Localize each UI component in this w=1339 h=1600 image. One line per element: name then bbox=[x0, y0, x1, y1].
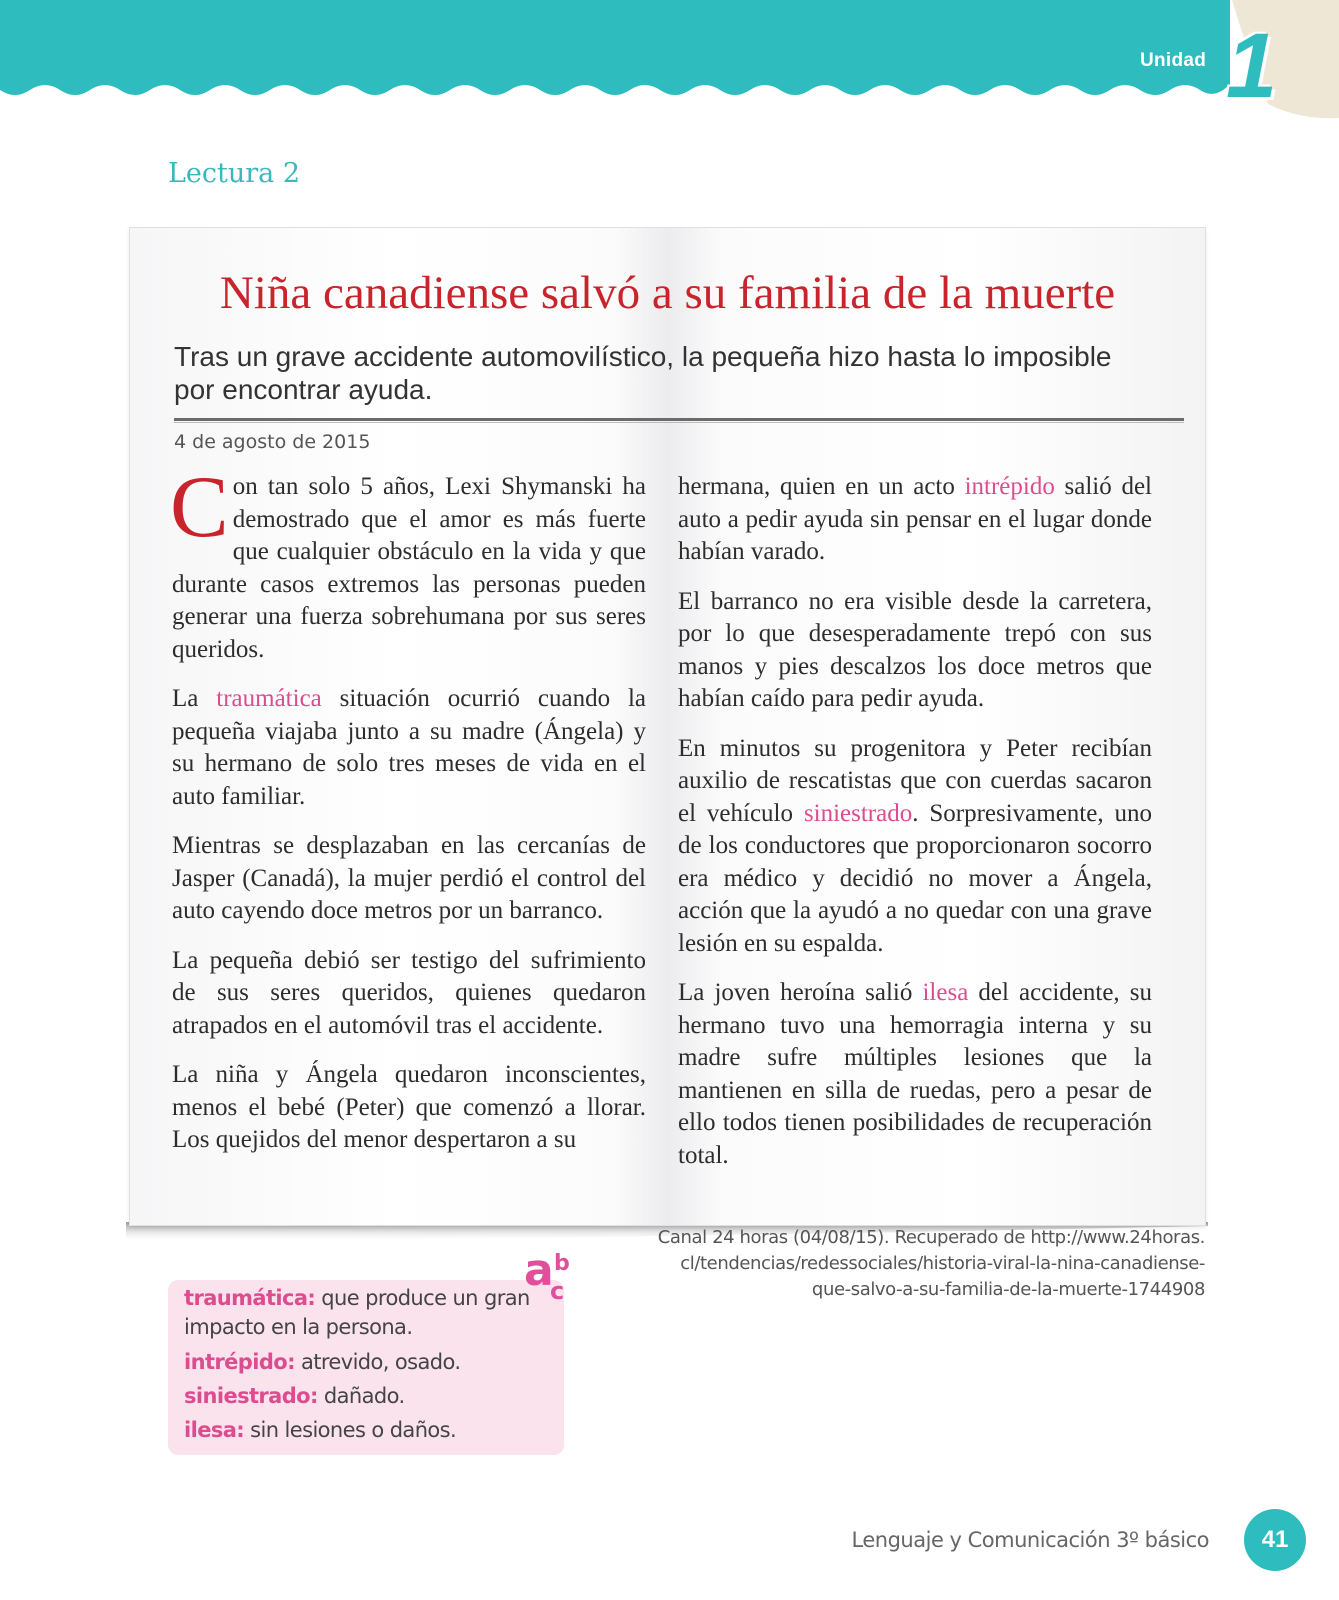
paragraph-text: salió del auto a pedir ayuda sin pensar en el lugar donde habían varado. bbox=[678, 473, 1152, 565]
article-card bbox=[129, 227, 1206, 1226]
article-paragraph bbox=[170, 459, 646, 666]
headline-divider bbox=[174, 418, 1184, 421]
article-date: 4 de agosto de 2015 bbox=[174, 431, 371, 453]
paragraph-text: on tan solo 5 años, Lexi Shymanski ha demostrado que el amor es más fuerte que cualquier obstáculo en la vida y que durante casos extremos las personas pueden generar una fuerza sobrehumana por sus seres queridos. bbox=[172, 473, 646, 663]
article-paragraph: Mientras se desplazaban en las cercanías de Jasper (Canadá), la mujer perdió el control del auto cayendo doce metros por un barranco. bbox=[172, 832, 646, 924]
article-paragraph bbox=[678, 977, 1152, 1172]
source-line: que-salvo-a-su-familia-de-la-muerte-1744908 bbox=[811, 1279, 1205, 1300]
footer-subject: Lenguaje y Comunicación 3º básico bbox=[851, 1528, 1209, 1552]
glossary-entry bbox=[184, 1382, 405, 1411]
article-subhead: Tras un grave accidente automovilístico, la pequeña hizo hasta lo imposible por encontrar ayuda. bbox=[174, 341, 1112, 405]
glossary-definition: dañado. bbox=[317, 1384, 405, 1408]
glossary-word-intrepido: intrépido bbox=[964, 473, 1055, 500]
glossary-word-traumatica: traumática bbox=[216, 685, 322, 712]
section-label: Lectura 2 bbox=[168, 158, 301, 189]
glossary-term: intrépido: bbox=[184, 1350, 295, 1374]
glossary-term: siniestrado: bbox=[184, 1384, 318, 1408]
paragraph-text: hermana, quien en un acto bbox=[678, 473, 965, 500]
unit-label: Unidad bbox=[1140, 50, 1207, 71]
paragraph-text: La joven heroína salió bbox=[678, 979, 923, 1006]
paragraph-text: En minutos su progenitora y Peter recibían auxilio de rescatistas que con cuerdas sacaron el vehículo bbox=[678, 734, 1152, 827]
unit-number: 1 bbox=[1226, 15, 1278, 117]
source-line: Canal 24 horas (04/08/15). Recuperado de http://www.24horas. bbox=[657, 1227, 1205, 1248]
glossary-entry bbox=[184, 1284, 530, 1342]
glossary-entry bbox=[184, 1416, 456, 1445]
headline-divider-thin bbox=[174, 422, 1184, 423]
drop-cap: C bbox=[170, 459, 229, 556]
glossary-definition: impacto en la persona. bbox=[184, 1315, 413, 1339]
article-column-left bbox=[170, 459, 647, 1174]
source-line: cl/tendencias/redessociales/historia-viral-la-nina-canadiense- bbox=[680, 1253, 1205, 1274]
article-headline: Niña canadiense salvó a su familia de la muerte bbox=[219, 267, 1116, 319]
article-paragraph: La pequeña debió ser testigo del sufrimiento de sus seres queridos, quienes quedaron atrapados en el automóvil tras el accidente. bbox=[172, 946, 646, 1039]
glossary-term: ilesa: bbox=[184, 1418, 245, 1442]
article-paragraph bbox=[678, 471, 1152, 569]
paragraph-text: . Sorpresivamente, uno de los conductores que proporcionaron socorro era médico y decidió no mover a Ángela, acción que la ayudó a no quedar con una grave lesión en su espalda. bbox=[678, 799, 1152, 957]
paragraph-text: La bbox=[172, 685, 217, 712]
glossary-definition: sin lesiones o daños. bbox=[244, 1418, 457, 1442]
article-paragraph: La niña y Ángela quedaron inconscientes, menos el bebé (Peter) que comenzó a llorar. Los quejidos del menor despertaron a su bbox=[172, 1061, 646, 1153]
paragraph-text: del accidente, su hermano tuvo una hemorragia interna y su madre sufre múltiples lesiones que la mantienen en silla de ruedas, pero a pesar de ello todos tienen posibilidades de recuperación total. bbox=[678, 979, 1152, 1169]
abc-icon: a b c bbox=[524, 1245, 570, 1305]
source-citation bbox=[645, 1225, 1205, 1303]
glossary-entry bbox=[184, 1348, 460, 1377]
header-band bbox=[0, 0, 1339, 130]
article-paragraph bbox=[678, 733, 1152, 961]
article-paragraph bbox=[172, 683, 646, 813]
glossary-box bbox=[168, 1280, 564, 1455]
header-wave bbox=[0, 0, 1230, 95]
paragraph-text: situación ocurrió cuando la pequeña viajaba junto a su madre (Ángela) y su hermano de solo tres meses de vida en el auto familiar. bbox=[172, 685, 647, 810]
article-column-right bbox=[678, 471, 1152, 1189]
glossary-definition: que produce un gran bbox=[315, 1286, 530, 1310]
article-paragraph: El barranco no era visible desde la carretera, por lo que desesperadamente trepó con sus manos y pies descalzos los doce metros que habían caído para pedir ayuda. bbox=[678, 587, 1152, 712]
page-number: 41 bbox=[1244, 1509, 1306, 1571]
glossary-word-siniestrado: siniestrado bbox=[803, 799, 913, 827]
glossary-term: traumática: bbox=[184, 1286, 316, 1310]
glossary-definition: atrevido, osado. bbox=[294, 1350, 461, 1374]
glossary-word-ilesa: ilesa bbox=[922, 979, 969, 1006]
